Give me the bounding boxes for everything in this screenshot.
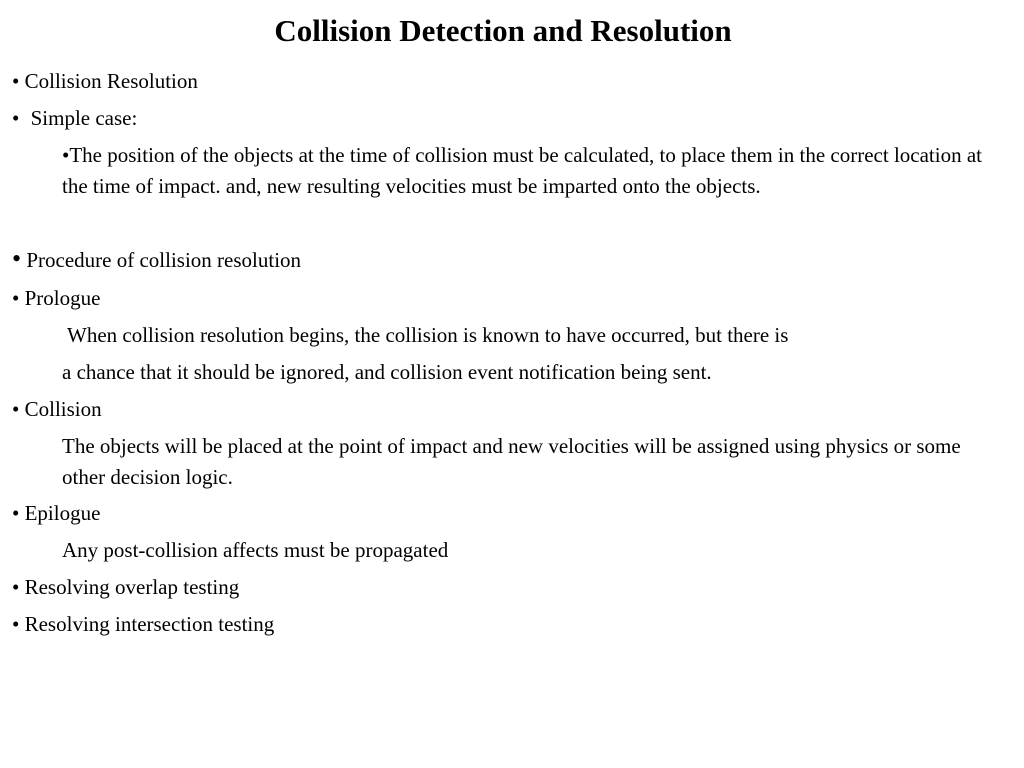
bullet-label: Epilogue xyxy=(24,501,101,525)
bullet-item-epilogue xyxy=(12,498,100,529)
bullet-item-overlap xyxy=(12,572,239,603)
slide-title: Collision Detection and Resolution xyxy=(274,13,732,48)
prologue-line-1: When collision resolution begins, the collision is known to have occurred, but there is xyxy=(67,323,789,347)
bullet-label: Simple case: xyxy=(30,106,138,130)
bullet-item-collision-resolution xyxy=(12,66,198,97)
bullet-label: Resolving intersection testing xyxy=(24,612,275,636)
sub-bullet-simple-case-detail xyxy=(62,140,1008,202)
bullet-label: Collision xyxy=(24,397,102,421)
bullet-icon: • xyxy=(12,612,20,636)
bullet-item-procedure xyxy=(12,243,301,276)
bullet-icon: • xyxy=(12,397,20,421)
bullet-icon: • xyxy=(12,69,20,93)
bullet-label: Procedure of collision resolution xyxy=(26,248,302,272)
bullet-icon: • xyxy=(12,106,20,130)
bullet-icon: • xyxy=(12,286,20,310)
bullet-icon: • xyxy=(12,501,20,525)
bullet-label: Resolving overlap testing xyxy=(24,575,240,599)
bullet-icon: • xyxy=(12,575,20,599)
bullet-icon: • xyxy=(62,143,70,167)
collision-detail: The objects will be placed at the point of impact and new velocities will be assigned using physics or some other decision logic. xyxy=(62,434,961,489)
bullet-item-collision xyxy=(12,394,102,425)
bullet-icon: • xyxy=(12,244,22,273)
bullet-label: Prologue xyxy=(24,286,101,310)
bullet-item-simple-case xyxy=(12,103,137,134)
paragraph-text: The position of the objects at the time of collision must be calculated, to place them in the correct location at the time of impact. and, new resulting velocities must be imparted onto the objects. xyxy=(62,143,982,198)
epilogue-detail: Any post-collision affects must be propagated xyxy=(62,538,449,562)
bullet-item-prologue xyxy=(12,283,100,314)
prologue-line-2: a chance that it should be ignored, and collision event notification being sent. xyxy=(62,360,712,384)
bullet-label: Collision Resolution xyxy=(24,69,198,93)
bullet-item-intersection xyxy=(12,609,274,640)
